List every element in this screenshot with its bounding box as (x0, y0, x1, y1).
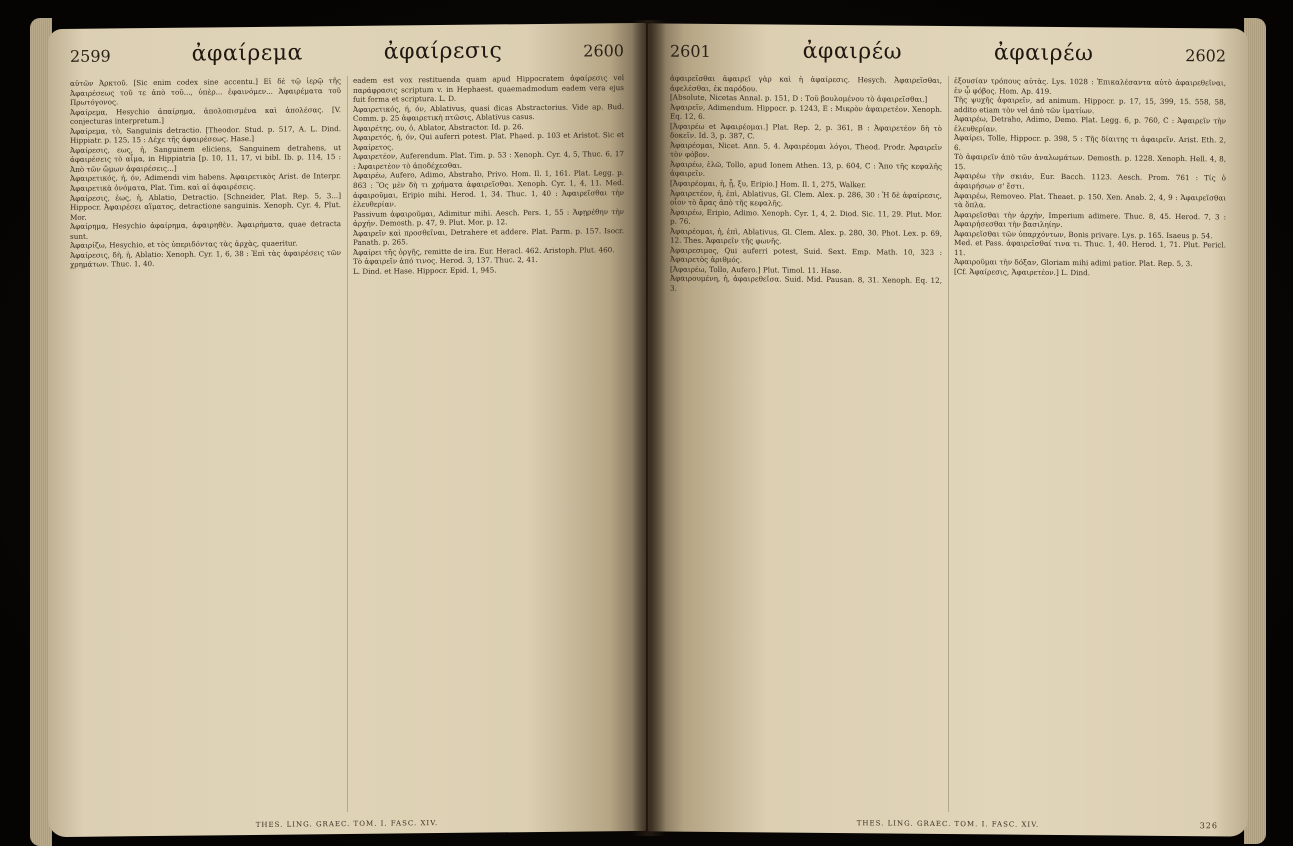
entry-paragraph: eadem est vox restituenda quam apud Hippocratem ἀφαίρεσις vel παράφρασις scriptum v. in Hephaest. quaemadmodum eadem vera ejus fuit forma et scriptura. L. D. (353, 73, 624, 105)
running-headword: ἀφαιρέω (802, 38, 903, 65)
entry-paragraph: Ἀφαίρεμα, τὸ, Sanguinis detractio. [Theodor. Stud. p. 517, A. L. Dind. Hippiatr. p. 125, 15 : Δέχε τῆς ἀφαιρέσεως. Hase.] (70, 123, 341, 146)
running-headword: ἀφαιρέω (993, 40, 1094, 67)
entry-paragraph: Med. et Pass. ἀφαιρεῖσθαί τινα τι. Thuc. 1, 40. Herod. 1, 71. Plut. Pericl. 11. (954, 238, 1226, 257)
text-column (670, 74, 942, 812)
page-number: 2600 (583, 41, 624, 61)
entry-paragraph: Ἀφαιρέτης, ου, ὁ, Ablator, Abstractor. Id. p. 26. (353, 121, 524, 133)
entry-paragraph: Ἀφαιρέω, ἑλῶ, Tollo, apud Ionem Athen. 13, p. 604, C : Ἄπο τῆς κεφαλῆς ἀφαιρεῖν. (670, 159, 942, 179)
entry-paragraph: Ἀφαιρετέον, Auferendum. Plat. Tim. p. 53 : Xenoph. Cyr. 4, 5, Thuc. 6, 17 : Ἀφαιρετέον τὸ ἀποδέχεσθαι. (353, 149, 624, 171)
entry-paragraph: Ἀφαιρουμένη, ἡ, ἀφαιρεθεῖσα. Suid. Mid. Pausan. 8, 31. Xenoph. Eq. 12, 3. (670, 274, 942, 293)
entry-paragraph: αὐτῶν Ἀρκτοῦ. [Sic enim codex sine accentu.] Εἰ δὲ τῷ ἱερῷ τῆς Ἀφαιρέσεως τοῦ τε ἀπὸ τοῦ..., ὑπὲρ... ἐφαινόμεν... Ἀφαιρέματα τοῦ Πρωτόγονος. (70, 76, 341, 107)
entry-paragraph: Τῆς ψυχῆς ἀφαιρεῖν, ad animum. Hippocr. p. 17, 15, 399, 15. 558, 58, addito etiam τὸν vel ἀπὸ τῶν ἱματίων. (954, 95, 1226, 115)
left-page-header (70, 37, 624, 77)
entry-paragraph: Ἀφαίρεσις, δὴ, ἡ, Ablatio: Xenoph. Cyr. 1, 6, 38 : Ἐπὶ τὰς ἀφαιρέσεις τῶν χρημάτων. Thuc. 1, 40. (70, 247, 341, 270)
entry-paragraph: Ἀφαιρεῖν, Adimendum. Hippocr. p. 1243, E : Μικρὸν ἀφαιρετέον. Xenoph. Eq. 12, 6. (670, 102, 942, 122)
entry-paragraph: Ἀφαιρεῖσθαι τὴν ἀρχήν, Imperium adimere. Thuc. 8, 45. Herod. 7, 3 : Ἀφαιρήσεσθαι τὴν βασιληίην. (954, 209, 1226, 230)
page-footer: THES. LING. GRAEC. TOM. I. FASC. XIV. (255, 819, 439, 829)
left-page-columns (70, 73, 624, 815)
signature-number: 326 (1199, 821, 1218, 831)
entry-paragraph: Ἀφαιρετικός, ή, όν, Adimendi vim habens. Ἀφαιρετικὸς Arist. de Interpr. Ἀφαιρετικὰ ὀνόματα, Plat. Tim. καὶ αἱ ἀφαιρέσεις. (70, 171, 341, 193)
right-page-header (670, 38, 1226, 77)
entry-paragraph: Ἀφαιρίζω, Hesychio, et τὸς ὑπεριδόντας τὰς ἀρχὰς, quaeritur. (70, 238, 298, 251)
entry-paragraph: Ἀφαιρέω, Aufero, Adimo, Abstraho, Privo. Hom. Il. 1, 161. Plat. Legg. p. 863 : Ὃς μὲν δὴ τι χρήματα ἀφαιρεῖσθαι. Xenoph. Cyr. 1, 4, 11. Med. ἀφαιροῦμαι, Eripio mihi. Herod. 1, 34. Thuc. 1, 40 : Ἀφαιρεῖσθαι τὴν ἐλευθερίαν. (353, 168, 624, 210)
running-headword: ἀφαίρεσις (383, 38, 503, 65)
entry-paragraph: [Ἀφαιρέομαι, ἡ, ᾗ, ξυ, Eripio.] Hom. Il. 1, 275, Walker. (670, 178, 866, 190)
entry-paragraph: Ἀφαιρετέον, ἡ, ἐπὶ, Ablativus, Gl. Clem. Alex. p. 286, 30 : Ἡ δὲ ἀφαίρεσις, οἷον τὸ ἄρας ἀπὸ τῆς κεφαλῆς. (670, 188, 942, 208)
entry-paragraph: Ἀφαίρεσις, εως, ἡ, Sanguinem eliciens, Sanguinem detrahens, ut ἀφαιρέσεις τὸ αἷμα, in Hippiatria [p. 10, 11, 17, vi bibl. Ib. p. 114, 15 : Ἀπὸ τῶν ὤμων ἀφαιρέσεις...] (70, 142, 341, 174)
right-page-columns (670, 74, 1226, 815)
entry-paragraph: Ἀφαίρεμα, Hesychio ἀπαίρημα, ἀπολοπισμένα καὶ ἀπολέσας. [V. conjecturas interpretum.] (70, 104, 341, 127)
entry-paragraph: Ἀφαίρει, Tolle, Hippocr. p. 398, 5 : Τῆς δίαιτης τι ἀφαιρεῖν. Arist. Eth. 2, 6. (954, 133, 1226, 152)
entry-paragraph: Ἀφαίρημα, Hesychio ἀφαίρημα, ἀφαιρηθὲν. Ἀφαιρήματα, quae detracta sunt. (70, 219, 341, 241)
entry-paragraph: ἐξουσίαν τρόπους αὐτὰς. Lys. 1028 : Ἐπικαλέσαντα αὐτὸ ἀφαιρεθεῖναι, ἐν ᾧ φόβος. Hom. Ap. 419. (954, 76, 1226, 96)
entry-paragraph: Τὸ ἀφαιρεῖν ἀπὸ τῶν ἀναλωμάτων. Demosth. p. 1228. Xenoph. Hell. 4, 8, 15. (954, 152, 1226, 172)
entry-paragraph: [Ἀφαιρέω et Ἀφαιρέομαι.] Plat. Rep. 2, p. 361, B : Ἀφαιρετέον δὴ τὸ δοκεῖν. Id. 3, p. 387, C. (670, 121, 942, 141)
page-number: 2599 (70, 46, 111, 66)
entry-paragraph: Ἀφαιρεσιμος, Qui auferri potest, Suid. Sext. Emp. Math. 10, 323 : Ἀφαιρετὸς ἀριθμός. (670, 245, 942, 265)
entry-paragraph: Τὸ ἀφαιρεῖν ἀπό τινος. Herod. 3, 137. Thuc. 2, 41. (353, 255, 538, 267)
entry-paragraph: ἀφαιρεῖσθαι ἀφαιρεῖ γὰρ καὶ ἡ ἀφαίρεσις. Hesych. Ἀφαιρεῖσθαι, ἀφελέσθαι, ἐκ παρόδου. (670, 73, 942, 93)
right-page (648, 23, 1248, 836)
page-number: 2602 (1185, 46, 1226, 66)
page-number: 2601 (670, 41, 711, 61)
entry-paragraph: Ἀφαιρέω τὴν σκιάν, Eur. Bacch. 1123. Aesch. Prom. 761 : Τίς ὁ ἀφαιρήσων σ' ἔστι. (954, 171, 1226, 191)
entry-paragraph: Ἀφαιρέω, Eripio, Adimo. Xenoph. Cyr. 1, 4, 2. Diod. Sic. 11, 29. Plut. Mor. p. 76. (670, 207, 942, 226)
entry-paragraph: Ἀφαιρεῖσθαι τῶν ὑπαρχόντων, Bonis privare. Lys. p. 165. Isaeus p. 54. (954, 228, 1213, 241)
entry-paragraph: Ἀφαίρεσις, ἐως, ἡ, Ablatio, Detractio. [Schneider, Plat. Rep. 5, 3...] Hippocr. Ἀφαιρέσει αἵματος, detractione sanguinis. Xenoph. Cyr. 4, Plut. Mor. (70, 190, 341, 222)
running-headword: ἀφαίρεμα (191, 40, 303, 67)
entry-paragraph: Ἀφαιρέω, Removeo. Plat. Theaet. p. 150. Xen. Anab. 2, 4, 9 : Ἀφαιρεῖσθαι τὰ ὅπλα. (954, 190, 1226, 210)
entry-paragraph: Ἀφαιρεῖν καὶ προσθεῖναι, Detrahere et addere. Plat. Parm. p. 157. Isocr. Panath. p. 265. (353, 225, 624, 248)
entry-paragraph: [Absolute, Nicetas Annal. p. 151, D : Τοῦ βουλομένου τὸ ἀφαιρεῖσθαι.] (670, 92, 928, 104)
entry-paragraph: Passivum ἀφαιροῦμαι, Adimitur mihi. Aesch. Pers. 1, 55 : Ἀφῃρέθην τὴν ἀρχήν. Demosth. p. 47, 9. Plut. Mor. p. 12. (353, 206, 624, 229)
text-column (353, 73, 624, 812)
entry-paragraph: Ἀφαιρετός, ή, όν, Qui auferri potest. Plat. Phaed. p. 103 et Aristot. Sic et Ἀφαίρετος. (353, 130, 624, 152)
entry-paragraph: Ἀφαιρετικός, ή, όν, Ablativus, quasi dicas Abstractorius. Vide ap. Bud. Comm. p. 25 ἀφαιρετικὴ πτῶσις, Ablativus casus. (353, 101, 624, 124)
footer-title: THES. LING. GRAEC. TOM. I. FASC. XIV. (856, 819, 1040, 829)
entry-paragraph: L. Dind. et Hase. Hippocr. Epid. 1, 945. (353, 265, 497, 276)
entry-paragraph: Ἀφαίρει τῆς ὀργῆς, remitte de ira. Eur. Heracl. 462. Aristoph. Plut. 460. (353, 245, 615, 257)
entry-paragraph: [Ἀφαιρέω, Tollo, Aufero.] Plut. Timol. 11. Hase. (670, 264, 842, 276)
entry-paragraph: Ἀφαιρέομαι, ἡ, ἐπὶ, Ablativus, Gl. Clem. Alex. p. 280, 30. Phot. Lex. p. 69, 12. Thes. Ἀφαιρεῖν τῆς φωνῆς. (670, 226, 942, 246)
entry-paragraph: Ἀφαιρέω, Detraho, Adimo, Demo. Plat. Legg. 6, p. 760, C : Ἀφαιρεῖν τὴν ἐλευθερίαν. (954, 114, 1226, 134)
entry-paragraph: Ἀφαιρέομαι, Nicet. Ann. 5, 4. Ἀφαιρέομαι λόγοι, Theod. Prodr. Ἀφαιρεῖν τὸν φόβον. (670, 140, 942, 160)
left-page (48, 23, 646, 837)
text-column (70, 76, 341, 815)
page-footer (648, 817, 1248, 830)
entry-paragraph: Ἀφαιροῦμαι τὴν δόξαν, Gloriam mihi adimi patior. Plat. Rep. 5, 3. (954, 257, 1193, 269)
text-column (954, 76, 1226, 814)
entry-paragraph: [Cf. Ἀφαίρεσις, Ἀφαιρετέον.] L. Dind. (954, 266, 1090, 278)
